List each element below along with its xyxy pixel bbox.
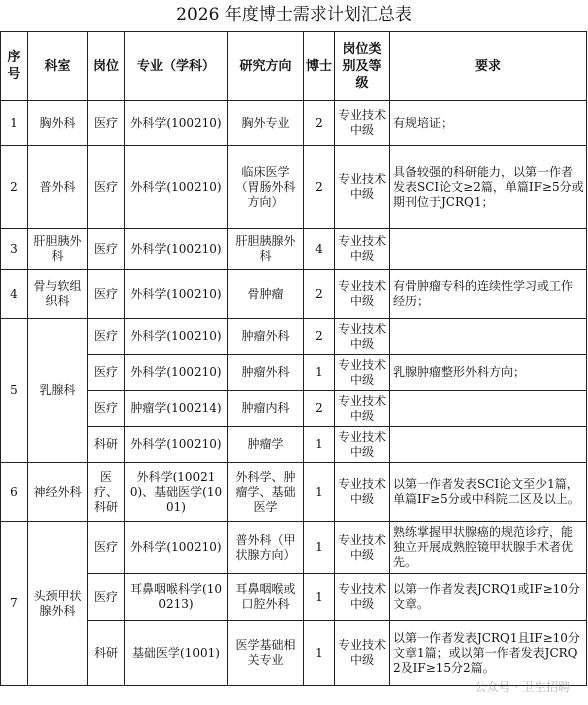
cell-count: 2: [304, 319, 335, 355]
cell-major: 外科学(100210): [125, 146, 228, 229]
cell-level: 专业技术中级: [335, 427, 390, 463]
cell-count: 2: [304, 146, 335, 229]
table-row: [1, 146, 587, 229]
cell-research: 医学基础相关专业: [228, 621, 304, 686]
cell-post: 医疗: [88, 355, 125, 391]
cell-seq: 2: [1, 146, 28, 229]
cell-post: 科研: [88, 621, 125, 686]
cell-research: 普外科（甲状腺方向）: [228, 522, 304, 574]
cell-major: 外科学(100210): [125, 101, 228, 146]
cell-major: 耳鼻咽喉科学(100213): [125, 574, 228, 621]
cell-major: 外科学(100210): [125, 270, 228, 319]
cell-major: 外科学(100210): [125, 319, 228, 355]
cell-dept: 头颈甲状腺外科: [28, 522, 88, 686]
cell-req: 有规培证；: [390, 101, 587, 146]
cell-post: 医疗: [88, 101, 125, 146]
table-body: [1, 101, 587, 686]
table-row: [1, 101, 587, 146]
header-dept: 科室: [28, 32, 88, 101]
cell-dept: 普外科: [28, 146, 88, 229]
table-row: [1, 427, 587, 463]
cell-req: 以第一作者发表SCI论文至少1篇，单篇IF≥5分或中科院二区及以上。: [390, 463, 587, 522]
header-seq: 序号: [1, 32, 28, 101]
table-row: [1, 463, 587, 522]
cell-level: 专业技术中级: [335, 391, 390, 427]
table-row: [1, 391, 587, 427]
table-row: [1, 229, 587, 270]
cell-seq: 5: [1, 319, 28, 463]
cell-level: 专业技术中级: [335, 319, 390, 355]
header-count: 博士: [304, 32, 335, 101]
cell-seq: 3: [1, 229, 28, 270]
table-row: [1, 355, 587, 391]
cell-req: [390, 391, 587, 427]
cell-count: 1: [304, 574, 335, 621]
cell-post: 医疗: [88, 391, 125, 427]
cell-req: 以第一作者发表JCRQ1或IF≥10分文章。: [390, 574, 587, 621]
cell-level: 专业技术中级: [335, 522, 390, 574]
cell-major: 肿瘤学(100214): [125, 391, 228, 427]
cell-seq: 4: [1, 270, 28, 319]
cell-seq: 6: [1, 463, 28, 522]
cell-post: 科研: [88, 427, 125, 463]
header-major: 专业（学科）: [125, 32, 228, 101]
cell-level: 专业技术中级: [335, 355, 390, 391]
doctor-demand-table: [0, 31, 587, 686]
cell-research: 耳鼻咽喉或口腔外科: [228, 574, 304, 621]
cell-dept: 骨与软组织科: [28, 270, 88, 319]
cell-dept: 神经外科: [28, 463, 88, 522]
page-title: 2026 年度博士需求计划汇总表: [176, 5, 412, 25]
cell-major: 外科学(100210): [125, 355, 228, 391]
cell-research: 骨肿瘤: [228, 270, 304, 319]
cell-post: 医疗: [88, 270, 125, 319]
cell-major: 外科学(100210): [125, 229, 228, 270]
cell-research: 临床医学（胃肠外科方向）: [228, 146, 304, 229]
header-req: 要求: [390, 32, 587, 101]
cell-count: 2: [304, 270, 335, 319]
cell-level: 专业技术中级: [335, 621, 390, 686]
cell-research: 肝胆胰腺外科: [228, 229, 304, 270]
cell-level: 专业技术中级: [335, 574, 390, 621]
cell-research: 胸外专业: [228, 101, 304, 146]
cell-count: 2: [304, 101, 335, 146]
table-row: [1, 319, 587, 355]
cell-level: 专业技术中级: [335, 463, 390, 522]
cell-req: 有骨肿瘤专科的连续性学习或工作经历；: [390, 270, 587, 319]
cell-seq: 1: [1, 101, 28, 146]
cell-req: [390, 229, 587, 270]
watermark: 公众号 · 卫生招聘: [474, 680, 570, 694]
cell-req: 熟练掌握甲状腺癌的规范诊疗，能独立开展成熟腔镜甲状腺手术者优先。: [390, 522, 587, 574]
header-post: 岗位: [88, 32, 125, 101]
cell-level: 专业技术中级: [335, 229, 390, 270]
cell-count: 2: [304, 391, 335, 427]
cell-research: 肿瘤外科: [228, 319, 304, 355]
cell-req: [390, 427, 587, 463]
cell-major: 外科学(100210): [125, 522, 228, 574]
cell-level: 专业技术中级: [335, 101, 390, 146]
cell-level: 专业技术中级: [335, 146, 390, 229]
cell-major: 外科学(100210)、基础医学(1001): [125, 463, 228, 522]
cell-dept: 胸外科: [28, 101, 88, 146]
table-row: [1, 621, 587, 686]
cell-level: 专业技术中级: [335, 270, 390, 319]
cell-research: 肿瘤学: [228, 427, 304, 463]
cell-post: 医疗: [88, 574, 125, 621]
cell-post: 医疗: [88, 229, 125, 270]
cell-post: 医疗: [88, 146, 125, 229]
header-level: 岗位类别及等级: [335, 32, 390, 101]
cell-req: 乳腺肿瘤整形外科方向；: [390, 355, 587, 391]
cell-dept: 乳腺科: [28, 319, 88, 463]
cell-research: 外科学、肿瘤学、基础医学: [228, 463, 304, 522]
cell-count: 4: [304, 229, 335, 270]
cell-count: 1: [304, 355, 335, 391]
cell-research: 肿瘤外科: [228, 355, 304, 391]
cell-count: 1: [304, 427, 335, 463]
cell-major: 外科学(100210): [125, 427, 228, 463]
cell-req: 具备较强的科研能力，以第一作者发表SCI论文≥2篇，单篇IF≥5分或期刊位于JCRQ1；: [390, 146, 587, 229]
cell-count: 1: [304, 463, 335, 522]
cell-research: 肿瘤内科: [228, 391, 304, 427]
cell-post: 医疗: [88, 319, 125, 355]
header-row: [1, 32, 587, 101]
table-row: [1, 574, 587, 621]
header-research: 研究方向: [228, 32, 304, 101]
cell-post: 医疗: [88, 522, 125, 574]
cell-req: [390, 319, 587, 355]
table-row: [1, 270, 587, 319]
table-row: [1, 522, 587, 574]
cell-count: 1: [304, 621, 335, 686]
cell-major: 基础医学(1001): [125, 621, 228, 686]
cell-post: 医疗、科研: [88, 463, 125, 522]
cell-dept: 肝胆胰外科: [28, 229, 88, 270]
cell-count: 1: [304, 522, 335, 574]
cell-seq: 7: [1, 522, 28, 686]
cell-req: 以第一作者发表JCRQ1且IF≥10分文章1篇；或以第一作者发表JCRQ2及IF≥15分2篇。: [390, 621, 587, 686]
